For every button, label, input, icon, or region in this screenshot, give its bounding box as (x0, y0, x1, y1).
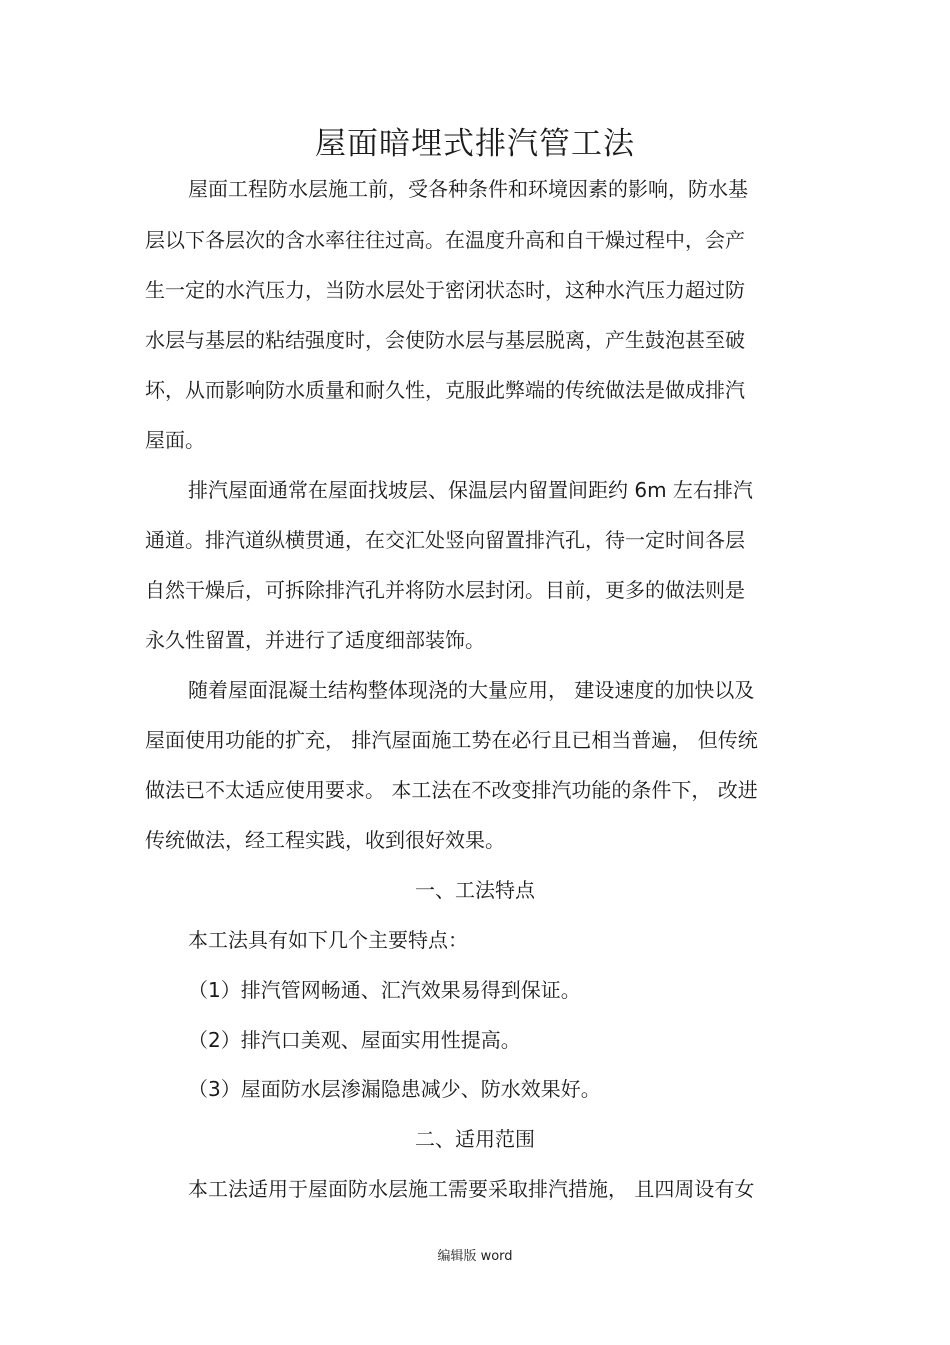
paragraph-line: 随着屋面混凝土结构整体现浇的大量应用， 建设速度的加快以及 (188, 678, 755, 702)
paragraph-line: 生一定的水汽压力，当防水层处于密闭状态时，这种水汽压力超过防 (145, 278, 745, 302)
paragraph-line: 坏，从而影响防水质量和耐久性，克服此弊端的传统做法是做成排汽 (145, 378, 745, 402)
paragraph-line: 通道。排汽道纵横贯通，在交汇处竖向留置排汽孔，待一定时间各层 (145, 528, 745, 552)
paragraph-line: 永久性留置，并进行了适度细部装饰。 (145, 628, 485, 652)
paragraph-line: 水层与基层的粘结强度时，会使防水层与基层脱离，产生鼓泡甚至破 (145, 328, 745, 352)
list-item: （3）屋面防水层渗漏隐患减少、防水效果好。 (188, 1077, 601, 1101)
section-heading: 一、工法特点 (415, 878, 535, 902)
section-heading: 二、适用范围 (415, 1127, 535, 1151)
list-item: （2）排汽口美观、屋面实用性提高。 (188, 1028, 521, 1052)
paragraph-line: 层以下各层次的含水率往往过高。在温度升高和自干燥过程中，会产 (145, 228, 745, 252)
document-title: 屋面暗埋式排汽管工法 (315, 126, 635, 162)
paragraph-line: 排汽屋面通常在屋面找坡层、保温层内留置间距约 6m 左右排汽 (188, 478, 753, 502)
paragraph-line: 传统做法，经工程实践，收到很好效果。 (145, 828, 505, 852)
paragraph-line: 本工法具有如下几个主要特点： (188, 928, 468, 952)
paragraph-line: 屋面工程防水层施工前，受各种条件和环境因素的影响，防水基 (188, 177, 748, 201)
paragraph-line: 做法已不太适应使用要求。 本工法在不改变排汽功能的条件下， 改进 (145, 778, 758, 802)
paragraph-line: 自然干燥后，可拆除排汽孔并将防水层封闭。目前，更多的做法则是 (145, 578, 745, 602)
list-item: （1）排汽管网畅通、汇汽效果易得到保证。 (188, 978, 581, 1002)
paragraph-line: 屋面。 (145, 428, 205, 452)
paragraph-line: 屋面使用功能的扩充， 排汽屋面施工势在必行且已相当普遍， 但传统 (145, 728, 758, 752)
paragraph-line: 本工法适用于屋面防水层施工需要采取排汽措施， 且四周设有女 (188, 1177, 755, 1201)
page-footer: 编辑版 word (437, 1249, 513, 1264)
